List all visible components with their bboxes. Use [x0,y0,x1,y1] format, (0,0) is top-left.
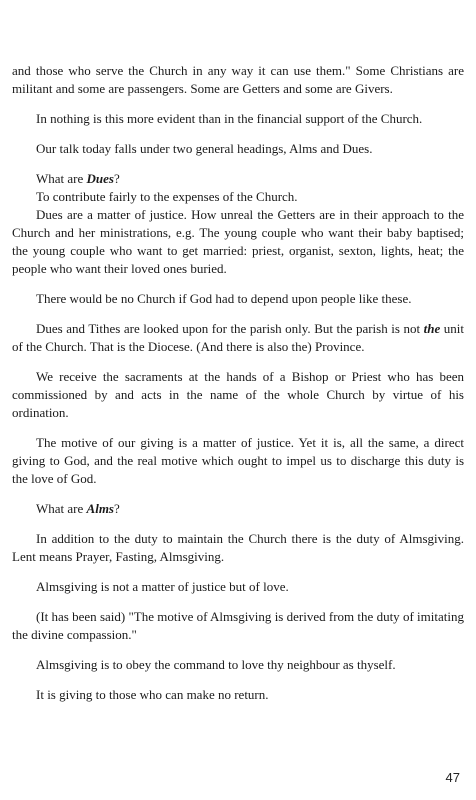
paragraph-14: (It has been said) "The motive of Almsgiving is derived from the duty of imitating the divine compassion." [12,609,464,642]
paragraph-12: In addition to the duty to maintain the Church there is the duty of Almsgiving. Lent means Prayer, Fasting, Almsgiving. [12,531,464,564]
paragraph-16: It is giving to those who can make no return. [36,687,269,702]
question-alms-post: ? [114,501,120,516]
question-alms-pre: What are [36,501,87,516]
paragraph-10: The motive of our giving is a matter of justice. Yet it is, all the same, a direct giving to God, and the real motive which ought to impel us to discharge this duty is the love of God. [12,435,464,486]
paragraph-2: In nothing is this more evident than in the financial support of the Church. [36,111,423,126]
paragraph-8-post: unit of the Church. That is the Diocese. (And there is also the) Province. [12,321,464,354]
paragraph-1: and those who serve the Church in any way it can use them." Some Christians are militant and some are passengers. Some are Getters and some are Givers. [12,63,464,96]
paragraph-6: Dues are a matter of justice. How unreal the Getters are in their approach to the Church and her ministrations, e.g. The young couple who want their baby baptised; the young couple who want to get married: priest, organist, sexton, lights, heat; the people who want their loved ones buried. [12,207,464,276]
paragraph-9: We receive the sacraments at the hands of a Bishop or Priest who has been commissioned by and acts in the name of the whole Church by virtue of his ordination. [12,369,464,420]
paragraph-5: To contribute fairly to the expenses of the Church. [36,189,298,204]
question-dues-pre: What are [36,171,87,186]
paragraph-7: There would be no Church if God had to depend upon people like these. [36,291,412,306]
question-dues-emphasis: Dues [86,171,114,186]
paragraph-15: Almsgiving is to obey the command to love thy neighbour as thyself. [36,657,396,672]
paragraph-8-emphasis: the [423,321,441,336]
question-alms [12,500,464,518]
paragraph-8 [12,320,464,356]
page-number: 47 [445,770,460,785]
question-dues-post: ? [113,171,120,186]
paragraph-13: Almsgiving is not a matter of justice but of love. [36,579,289,594]
question-alms-emphasis: Alms [86,501,114,516]
page-body [12,62,464,704]
paragraph-3: Our talk today falls under two general headings, Alms and Dues. [36,141,373,156]
question-dues [12,170,464,188]
paragraph-8-pre: Dues and Tithes are looked upon for the parish only. But the parish is not [36,321,424,336]
